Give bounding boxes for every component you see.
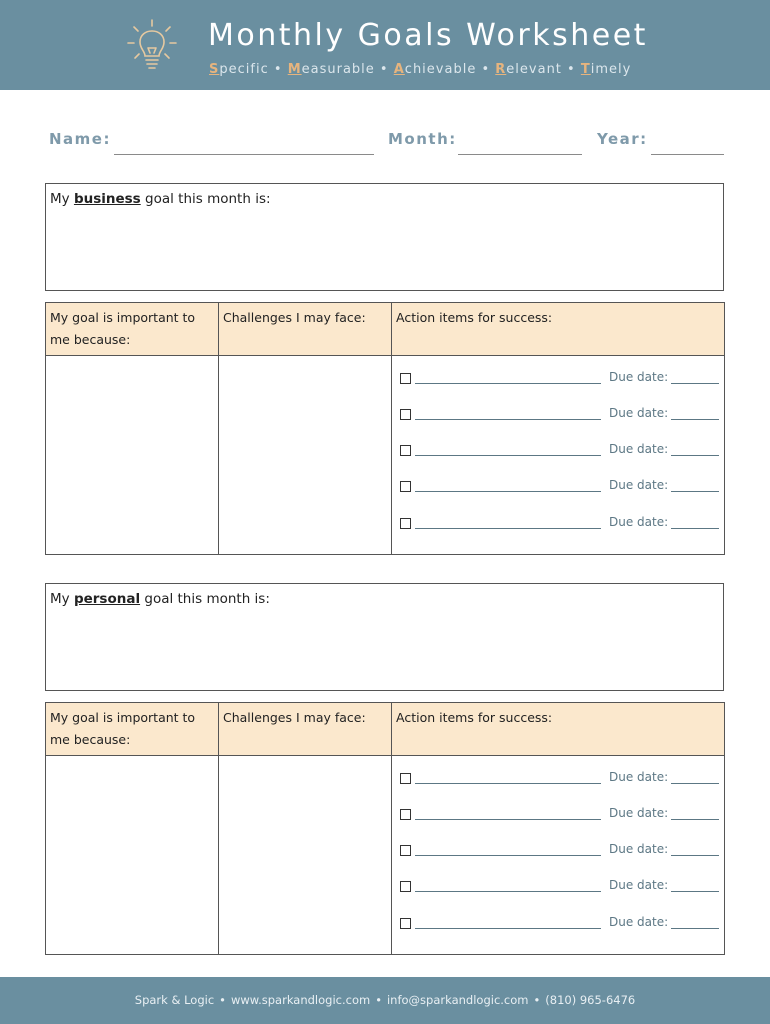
business-goal-prompt: [50, 191, 271, 207]
smart-letter: R: [495, 62, 507, 77]
checkbox-icon[interactable]: [400, 918, 411, 929]
personal-plan-table: [45, 702, 725, 955]
due-date-label: Due date:: [609, 806, 669, 820]
table-header: [46, 303, 724, 356]
year-label: Year:: [597, 130, 648, 148]
goal-prefix: My: [50, 591, 70, 607]
due-date-line[interactable]: [671, 855, 719, 856]
action-item[interactable]: [396, 878, 726, 896]
due-date-label: Due date:: [609, 406, 669, 420]
action-item[interactable]: [396, 442, 726, 460]
lightbulb-icon: [126, 18, 178, 74]
action-item[interactable]: [396, 915, 726, 933]
action-line[interactable]: [415, 528, 601, 529]
due-date-line[interactable]: [671, 383, 719, 384]
smart-subtitle: [209, 62, 631, 77]
action-line[interactable]: [415, 455, 601, 456]
separator: •: [273, 62, 283, 77]
separator: •: [219, 993, 226, 1007]
action-item[interactable]: [396, 478, 726, 496]
footer-email-link[interactable]: info@sparkandlogic.com: [386, 993, 529, 1007]
name-field[interactable]: [114, 154, 374, 155]
action-item[interactable]: [396, 370, 726, 388]
due-date-label: Due date:: [609, 842, 669, 856]
due-date-line[interactable]: [671, 528, 719, 529]
table-header: [46, 703, 724, 756]
personal-goal-prompt: [50, 591, 270, 607]
checkbox-icon[interactable]: [400, 881, 411, 892]
action-item[interactable]: [396, 770, 726, 788]
smart-word: elevant: [506, 62, 562, 77]
due-date-line[interactable]: [671, 891, 719, 892]
due-date-label: Due date:: [609, 515, 669, 529]
checkbox-icon[interactable]: [400, 809, 411, 820]
footer-bar: [0, 977, 770, 1024]
checkbox-icon[interactable]: [400, 373, 411, 384]
separator: •: [567, 62, 576, 77]
checkbox-icon[interactable]: [400, 518, 411, 529]
smart-letter: A: [393, 62, 405, 77]
business-plan-table: [45, 302, 725, 555]
action-item[interactable]: [396, 406, 726, 424]
month-field[interactable]: [458, 154, 582, 155]
month-label: Month:: [388, 130, 457, 148]
col-challenges-header: Challenges I may face:: [223, 710, 366, 725]
separator: •: [533, 993, 541, 1007]
due-date-line[interactable]: [671, 419, 719, 420]
due-date-line[interactable]: [671, 928, 719, 929]
col-important-header: My goal is important to me because:: [50, 310, 196, 347]
action-line[interactable]: [415, 855, 601, 856]
goal-keyword: business: [73, 191, 141, 207]
action-line[interactable]: [415, 783, 601, 784]
due-date-label: Due date:: [609, 878, 669, 892]
column-divider: [391, 703, 392, 954]
smart-word: chievable: [404, 62, 477, 77]
checkbox-icon[interactable]: [400, 481, 411, 492]
smart-word: imely: [590, 62, 632, 77]
due-date-label: Due date:: [609, 770, 669, 784]
due-date-line[interactable]: [671, 455, 719, 456]
goal-suffix: goal this month is:: [145, 191, 271, 207]
due-date-line[interactable]: [671, 819, 719, 820]
action-line[interactable]: [415, 819, 601, 820]
action-line[interactable]: [415, 419, 601, 420]
goal-prefix: My: [50, 191, 70, 207]
footer-phone: (810) 965-6476: [545, 993, 636, 1007]
column-divider: [218, 703, 219, 954]
due-date-label: Due date:: [609, 478, 669, 492]
goal-keyword: personal: [73, 591, 141, 607]
personal-goal-box[interactable]: [45, 583, 724, 691]
header-banner: [0, 0, 770, 90]
column-divider: [218, 303, 219, 554]
name-label: Name:: [49, 130, 111, 148]
col-actions-header: Action items for success:: [396, 710, 553, 725]
smart-letter: S: [209, 62, 220, 77]
action-line[interactable]: [415, 491, 601, 492]
smart-letter: M: [287, 62, 302, 77]
year-field[interactable]: [651, 154, 724, 155]
checkbox-icon[interactable]: [400, 409, 411, 420]
due-date-line[interactable]: [671, 783, 719, 784]
smart-letter: T: [580, 62, 591, 77]
due-date-label: Due date:: [609, 915, 669, 929]
smart-word: pecific: [219, 62, 269, 77]
checkbox-icon[interactable]: [400, 445, 411, 456]
action-item[interactable]: [396, 806, 726, 824]
due-date-label: Due date:: [609, 442, 669, 456]
col-actions-header: Action items for success:: [396, 310, 553, 325]
action-item[interactable]: [396, 515, 726, 533]
checkbox-icon[interactable]: [400, 773, 411, 784]
column-divider: [391, 303, 392, 554]
smart-word: easurable: [301, 62, 375, 77]
page-title: Monthly Goals Worksheet: [208, 18, 648, 53]
goal-suffix: goal this month is:: [144, 591, 270, 607]
separator: •: [375, 993, 382, 1007]
footer-website-link[interactable]: www.sparkandlogic.com: [230, 993, 371, 1007]
separator: •: [379, 62, 389, 77]
action-line[interactable]: [415, 891, 601, 892]
col-important-header: My goal is important to me because:: [50, 710, 196, 747]
checkbox-icon[interactable]: [400, 845, 411, 856]
due-date-line[interactable]: [671, 491, 719, 492]
action-line[interactable]: [415, 383, 601, 384]
separator: •: [481, 62, 491, 77]
due-date-label: Due date:: [609, 370, 669, 384]
col-challenges-header: Challenges I may face:: [223, 310, 366, 325]
business-goal-box[interactable]: [45, 183, 724, 291]
footer-company: Spark & Logic: [134, 993, 215, 1007]
action-item[interactable]: [396, 842, 726, 860]
action-line[interactable]: [415, 928, 601, 929]
